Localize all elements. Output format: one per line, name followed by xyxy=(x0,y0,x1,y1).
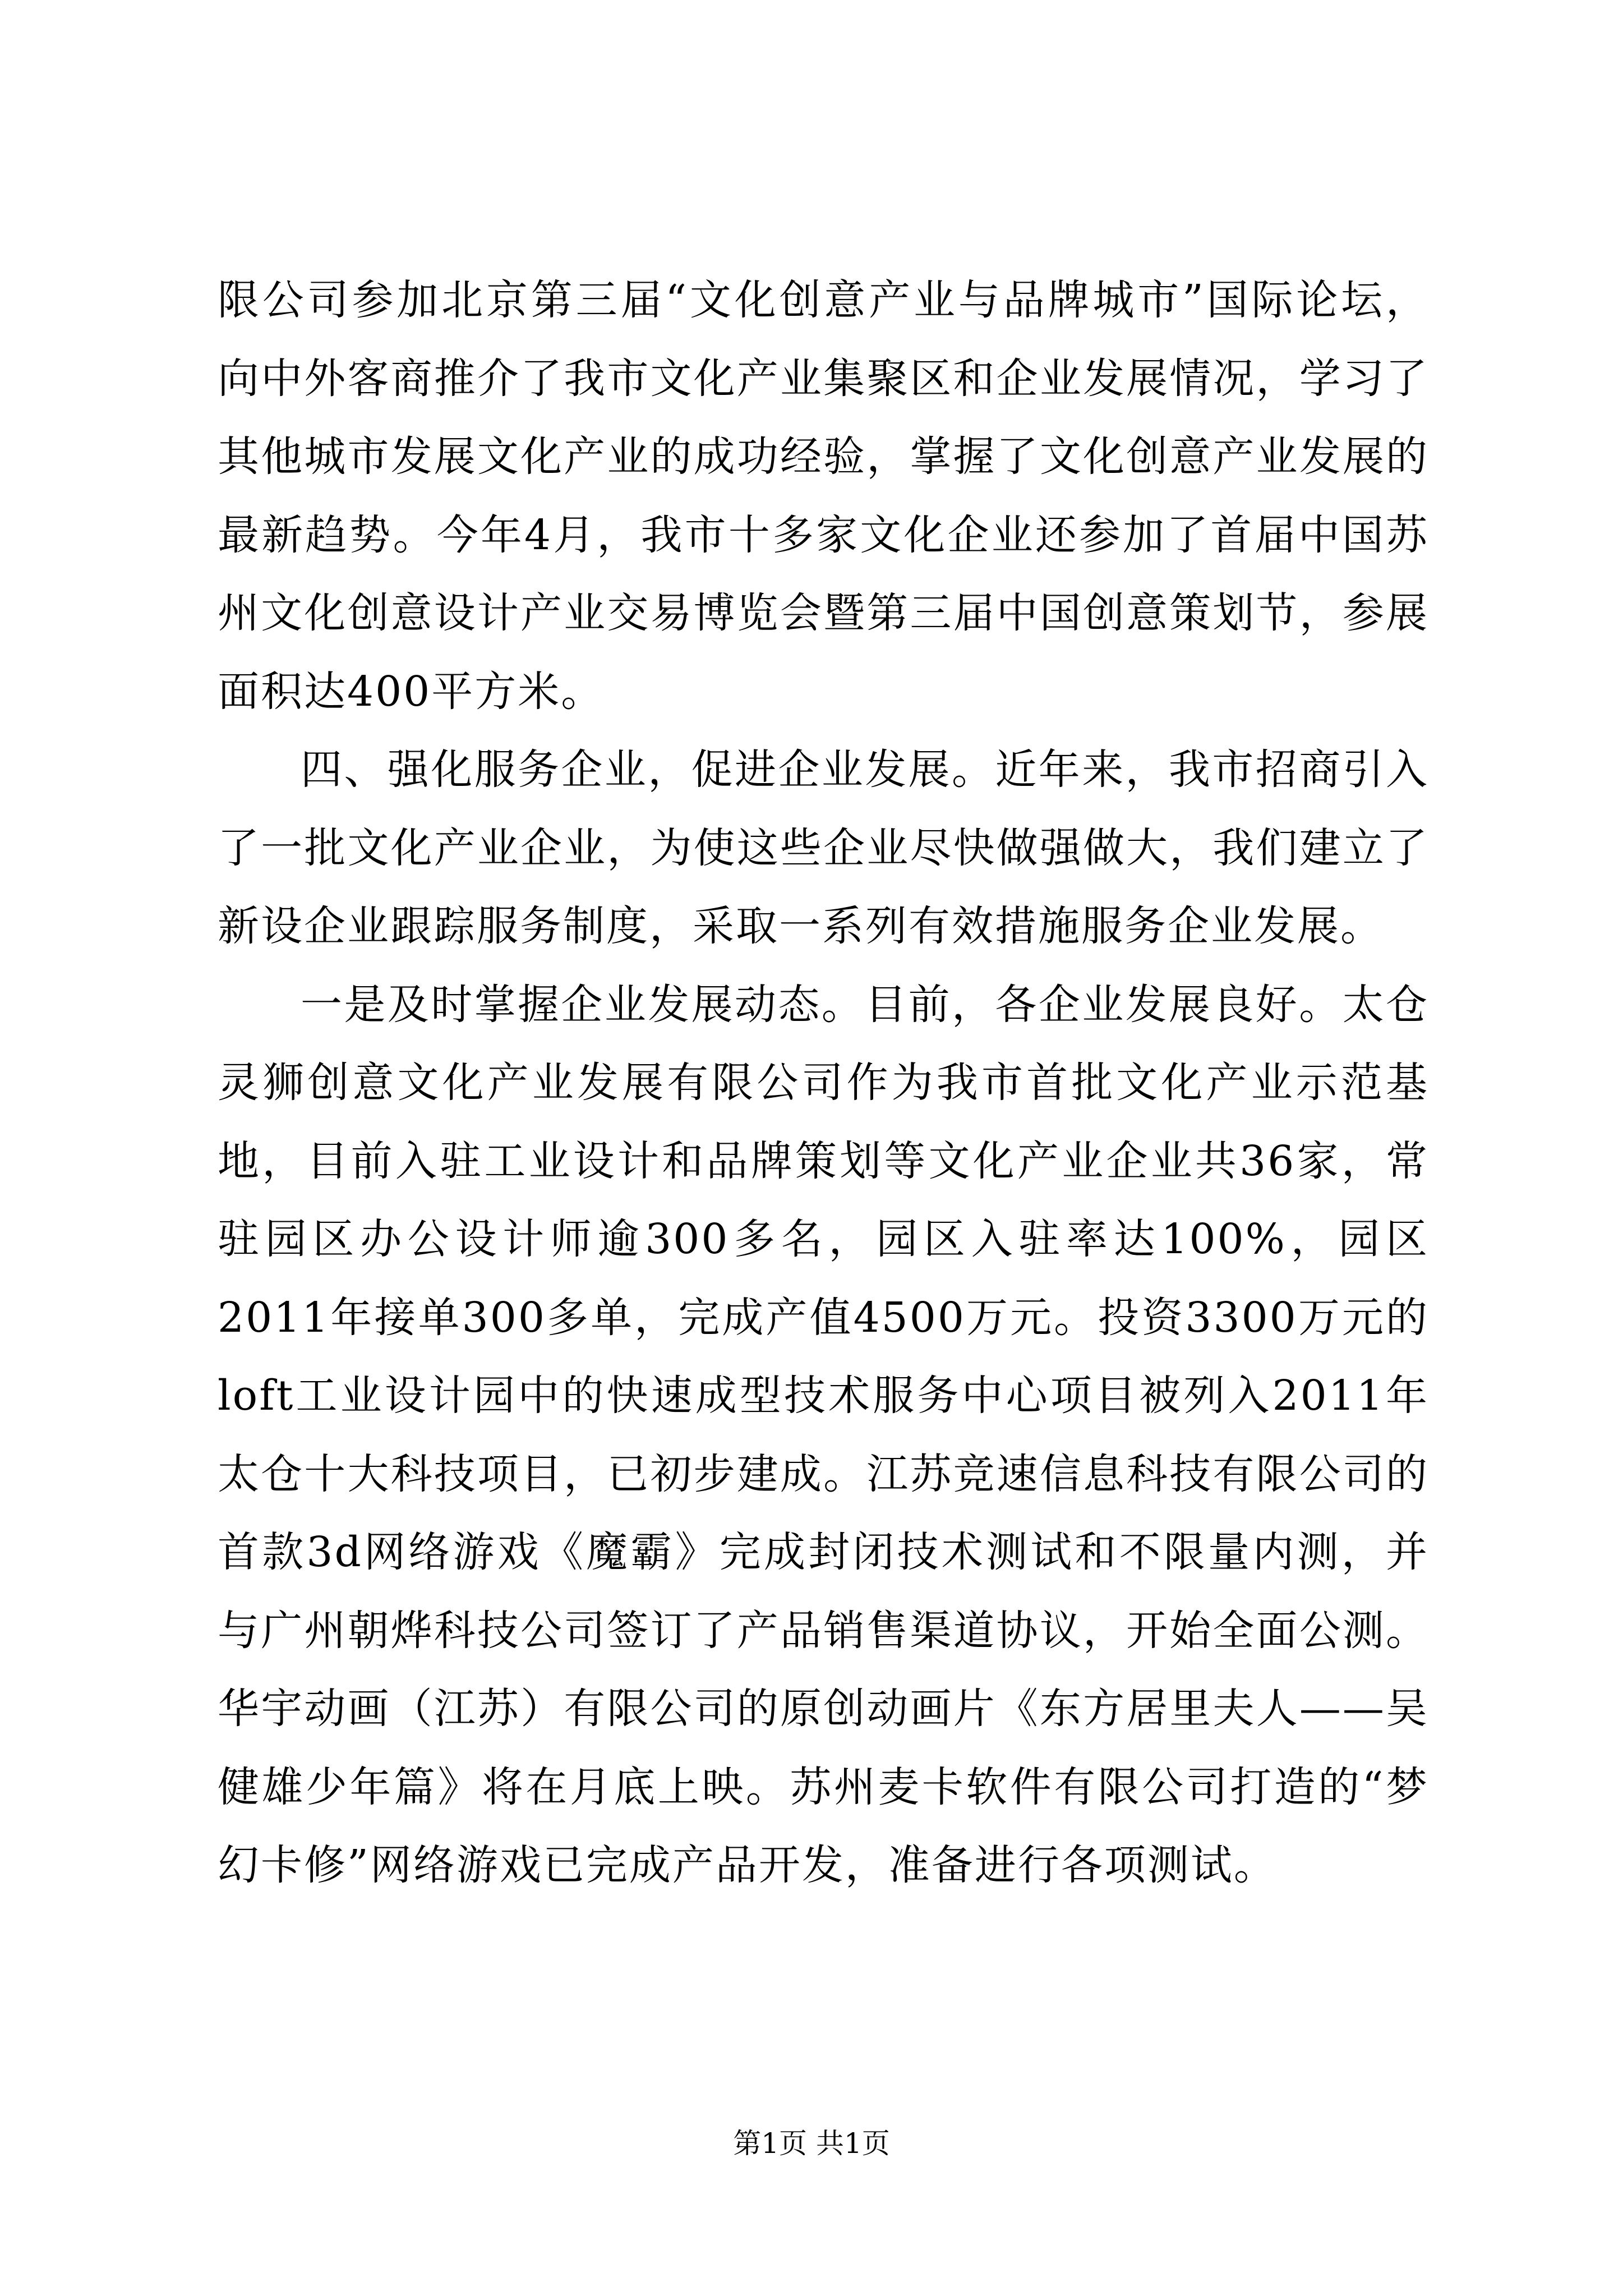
paragraph-section-four: 四、强化服务企业，促进企业发展。近年来，我市招商引入了一批文化产业企业，为使这些企业尽快做强做大，我们建立了新设企业跟踪服务制度，采取一系列有效措施服务企业发展。 xyxy=(218,746,1429,950)
document-body xyxy=(218,261,1429,1905)
paragraph-enterprise-dynamics: 一是及时掌握企业发展动态。目前，各企业发展良好。太仓灵狮创意文化产业发展有限公司作为我市首批文化产业示范基地，目前入驻工业设计和品牌策划等文化产业企业共36家，常驻园区办公设计师逾300多名，园区入驻率达100%，园区2011年接单300多单，完成产值4500万元。投资3300万元的loft工业设计园中的快速成型技术服务中心项目被列入2011年太仓十大科技项目，已初步建成。江苏竞速信息科技有限公司的首款3d网络游戏《魔霸》完成封闭技术测试和不限量内测，并与广州朝烨科技公司签订了产品销售渠道协议，开始全面公测。华宇动画（江苏）有限公司的原创动画片《东方居里夫人——吴健雄少年篇》将在月底上映。苏州麦卡软件有限公司打造的“梦幻卡修”网络游戏已完成产品开发，准备进行各项测试。 xyxy=(218,980,1429,1889)
paragraph-continuation: 限公司参加北京第三届“文化创意产业与品牌城市”国际论坛，向中外客商推介了我市文化产业集聚区和企业发展情况，学习了其他城市发展文化产业的成功经验，掌握了文化创意产业发展的最新趋势。今年4月，我市十多家文化企业还参加了首届中国苏州文化创意设计产业交易博览会暨第三届中国创意策划节，参展面积达400平方米。 xyxy=(218,276,1429,716)
page-number-footer: 第1页 共1页 xyxy=(733,2127,890,2160)
